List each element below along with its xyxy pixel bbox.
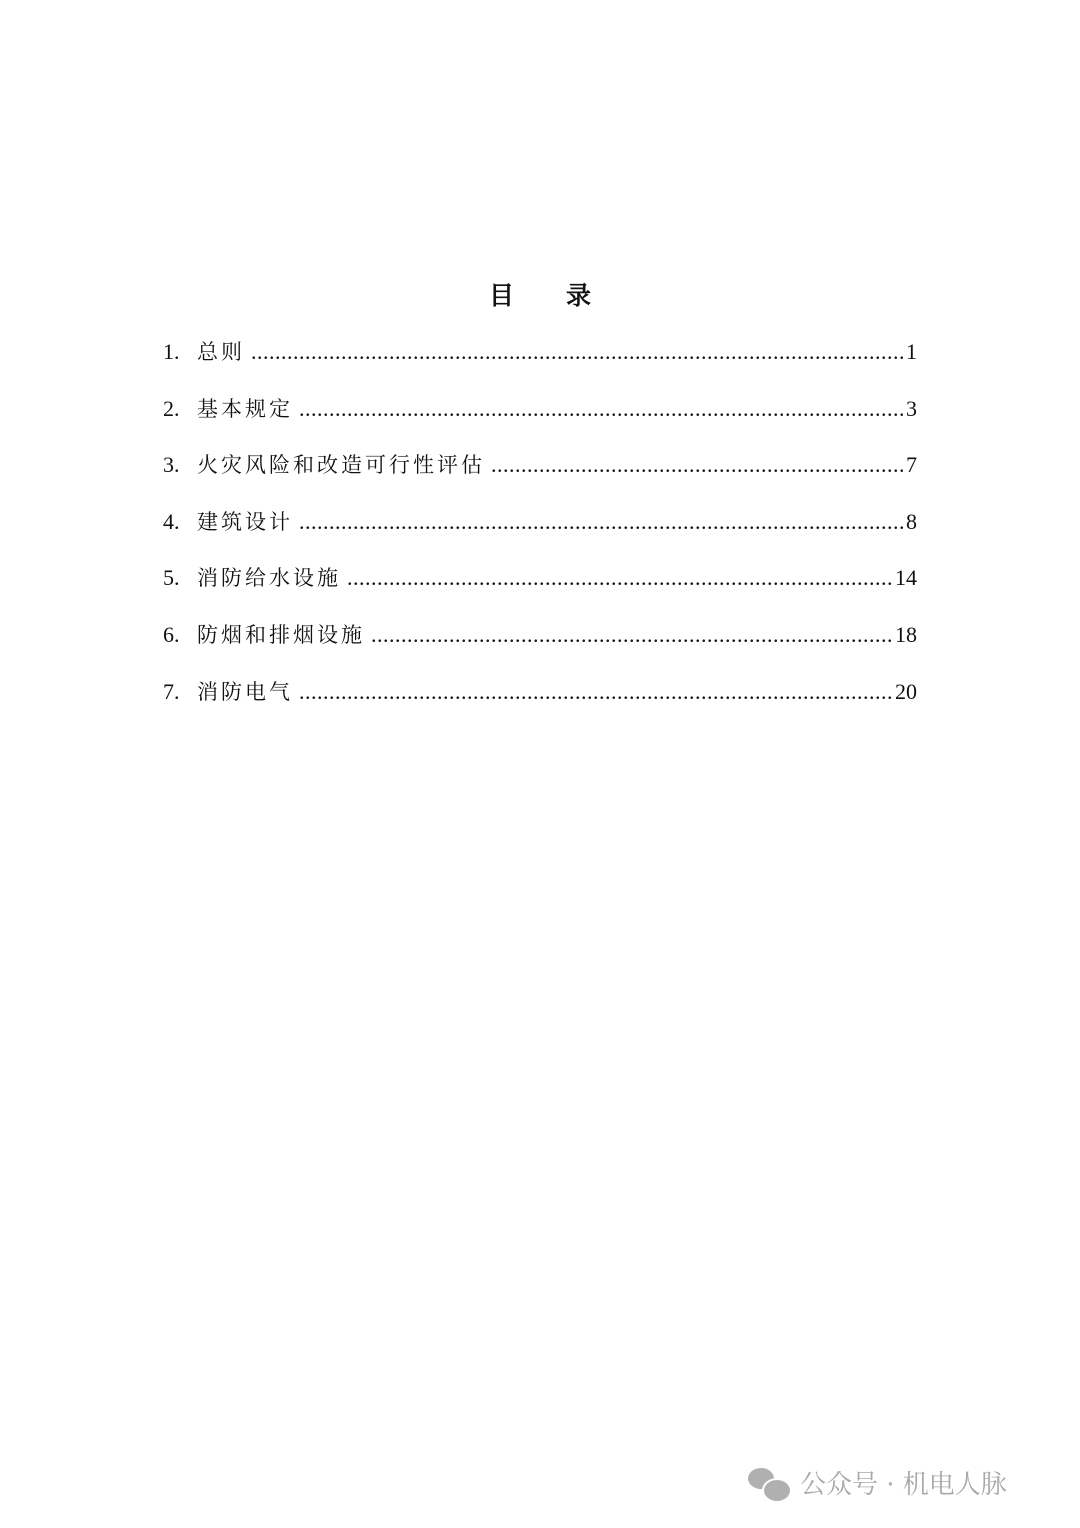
toc-leader-dots [347, 565, 893, 591]
toc-title [0, 276, 1080, 312]
toc-entry[interactable] [163, 449, 917, 506]
toc-label: 消防电气 [197, 679, 293, 704]
toc-leader-dots [251, 339, 904, 365]
toc-label: 建筑设计 [197, 509, 293, 534]
toc-number: 1. [163, 339, 180, 364]
toc-page-number: 1 [906, 339, 917, 364]
toc-label: 火灾风险和改造可行性评估 [197, 453, 485, 478]
toc-label: 防烟和排烟设施 [197, 622, 365, 647]
toc-page-number: 18 [895, 621, 917, 647]
toc-entry[interactable] [163, 393, 917, 450]
toc-label: 消防给水设施 [197, 566, 341, 591]
toc-entry[interactable] [163, 619, 917, 676]
table-of-contents [163, 336, 917, 732]
title-char-2: 录 [566, 281, 592, 310]
toc-label: 基本规定 [197, 396, 293, 421]
toc-page-number: 7 [906, 452, 917, 478]
toc-leader-dots [299, 679, 893, 705]
watermark [748, 1464, 1007, 1501]
toc-number: 6. [163, 621, 180, 647]
toc-number: 5. [163, 565, 180, 591]
toc-page-number: 14 [895, 565, 917, 591]
toc-entry[interactable] [163, 562, 917, 619]
toc-entry[interactable] [163, 336, 917, 393]
toc-page-number: 8 [906, 508, 917, 534]
toc-leader-dots [299, 396, 904, 422]
toc-number: 3. [163, 452, 180, 478]
toc-leader-dots [371, 622, 893, 648]
toc-entry[interactable] [163, 676, 917, 733]
toc-number: 2. [163, 395, 180, 421]
wechat-icon [748, 1466, 790, 1500]
title-char-1: 目 [488, 281, 514, 310]
toc-leader-dots [491, 452, 904, 478]
watermark-text: 公众号 · 机电人脉 [800, 1470, 1007, 1500]
toc-number: 7. [163, 678, 180, 704]
toc-entry[interactable] [163, 506, 917, 563]
toc-number: 4. [163, 508, 180, 534]
toc-page-number: 3 [906, 395, 917, 421]
toc-leader-dots [299, 509, 904, 535]
toc-label: 总则 [197, 340, 245, 364]
toc-page-number: 20 [895, 678, 917, 704]
